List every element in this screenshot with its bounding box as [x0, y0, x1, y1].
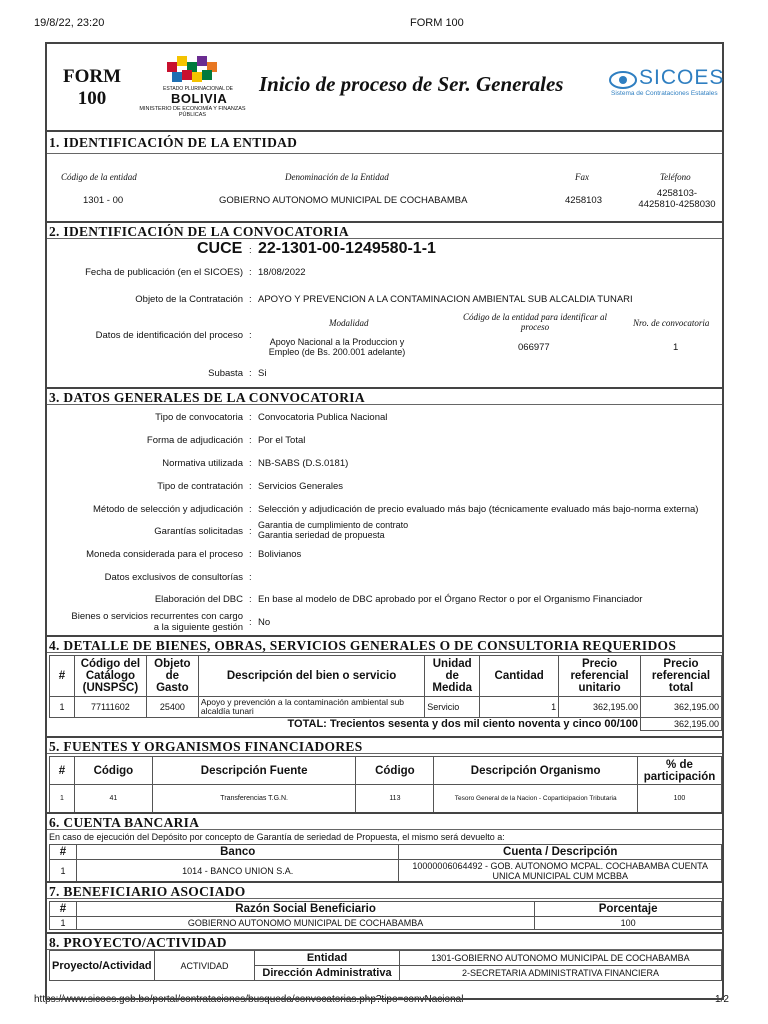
form-label — [57, 66, 127, 110]
section-2-title: 2. IDENTIFICACIÓN DE LA CONVOCATORIA — [47, 221, 722, 239]
table-cell: 77111602 — [74, 697, 146, 718]
table-cell: 362,195.00 — [559, 697, 641, 718]
s3-value — [258, 520, 408, 540]
table-cell: 100 — [637, 785, 721, 813]
page-number: 1/2 — [715, 994, 729, 1005]
modalidad-line1: Apoyo Nacional a la Produccion y — [269, 337, 405, 347]
table-row — [50, 917, 722, 930]
entity-fax: 4258103 — [565, 195, 602, 206]
table-cell: Tesoro General de la Nacion - Coparticipacion Tributaria — [434, 785, 638, 813]
table-cell: Apoyo y prevención a la contaminación ambiental sub alcaldía tunari — [198, 697, 424, 718]
table-cell: 1 — [50, 785, 75, 813]
pub-date-value: 18/08/2022 — [258, 267, 306, 278]
recurrent-label-1: Bienes o servicios recurrentes con cargo — [71, 611, 243, 622]
recurrent-label-2: a la siguiente gestión — [153, 622, 243, 633]
table-cell: 41 — [74, 785, 152, 813]
convocatoria-number-value: 1 — [673, 342, 679, 353]
s3-label: Elaboración del DBC — [154, 594, 243, 605]
bolivia-emblem-icon — [163, 52, 223, 86]
s3-value: Selección y adjudicación de precio evaluado más bajo (técnicamente evaluado más bajo-norma externa) — [258, 504, 699, 515]
s3-value: En base al modelo de DBC aprobado por el Órgano Rector o por el Organismo Financiador — [258, 594, 643, 605]
table-cell: 1 — [50, 697, 75, 718]
print-datetime: 19/8/22, 23:20 — [34, 17, 105, 29]
items-total-value: 362,195.00 — [641, 718, 722, 731]
form-label-line2: 100 — [77, 88, 107, 109]
table-cell: GOBIERNO AUTONOMO MUNICIPAL DE COCHABAMBA — [76, 917, 534, 930]
form-label-line1: FORM — [62, 66, 122, 87]
sources-col-org-code: Código — [356, 757, 434, 785]
s3-label — [47, 611, 243, 633]
subasta-value: Si — [258, 368, 267, 379]
entity-name: GOBIERNO AUTONOMO MUNICIPAL DE COCHABAMBA — [219, 195, 468, 206]
beneficiary-col-percentage: Porcentaje — [535, 902, 722, 917]
s3-value: No — [258, 617, 271, 628]
sicoes-logo — [609, 66, 725, 102]
convocatoria-number-header: Nro. de convocatoria — [633, 318, 710, 328]
table-cell: 1014 - BANCO UNION S.A. — [76, 860, 398, 883]
page-title: Inicio de proceso de Ser. Generales — [259, 72, 564, 96]
items-col-unspsc: Código del Catálogo (UNSPSC) — [74, 656, 146, 697]
items-col-unit-price: Precio referencial unitario — [559, 656, 641, 697]
items-col-description: Descripción del bien o servicio — [198, 656, 424, 697]
bank-col-account: Cuenta / Descripción — [399, 845, 722, 860]
bank-col-bank: Banco — [76, 845, 398, 860]
s3-value: Bolivianos — [258, 549, 302, 560]
table-cell: 1 — [50, 917, 77, 930]
process-data-label: Datos de identificación del proceso — [95, 330, 243, 341]
s3-label: Datos exclusivos de consultorías — [104, 572, 243, 583]
entity-phone-line2: 4425810-4258030 — [638, 199, 716, 210]
s3-value: Servicios Generales — [258, 481, 344, 492]
process-code-header: Código de la entidad para identificar al proceso — [463, 312, 607, 332]
object-label: Objeto de la Contratación — [135, 294, 243, 305]
items-col-total-price: Precio referencial total — [641, 656, 722, 697]
entity-phone-line1: 4258103- — [656, 188, 698, 199]
process-code-value: 066977 — [518, 342, 550, 353]
sicoes-eye-icon — [609, 69, 637, 91]
items-col-unit: Unidad de Medida — [425, 656, 480, 697]
modalidad-header: Modalidad — [329, 318, 369, 328]
page-url-link[interactable]: https://www.sicoes.gob.bo/portal/contrataciones/busqueda/convocatorias.php?tipo=convNacional — [34, 994, 464, 1005]
section-3-title: 3. DATOS GENERALES DE LA CONVOCATORIA — [47, 387, 722, 405]
direction-label: Dirección Administrativa — [255, 966, 400, 981]
table-cell: 100 — [535, 917, 722, 930]
items-col-number: # — [50, 656, 75, 697]
sicoes-name: SICOES — [639, 66, 725, 89]
sicoes-subtitle: Sistema de Contrataciones Estatales — [611, 90, 718, 97]
entity-label: Entidad — [255, 951, 400, 966]
table-row — [50, 860, 722, 883]
section-7-title: 7. BENEFICIARIO ASOCIADO — [47, 881, 722, 899]
section-5-title: 5. FUENTES Y ORGANISMOS FINANCIADORES — [47, 736, 722, 754]
items-col-object: Objeto de Gasto — [146, 656, 198, 697]
guarantee-2: Garantia seriedad de propuesta — [258, 530, 385, 540]
entity-name-header: Denominación de la Entidad — [285, 172, 389, 182]
beneficiary-table — [49, 901, 722, 930]
items-total-label: TOTAL: Trecientos sesenta y dos mil ciento noventa y cinco 00/100 — [287, 718, 639, 731]
section-6-title: 6. CUENTA BANCARIA — [47, 812, 722, 830]
sources-col-org-description: Descripción Organismo — [434, 757, 638, 785]
sources-col-percentage: % de participación — [637, 757, 721, 785]
sources-col-description: Descripción Fuente — [152, 757, 356, 785]
guarantee-1: Garantia de cumplimiento de contrato — [258, 520, 409, 530]
sources-table — [49, 756, 722, 813]
print-tab-title: FORM 100 — [410, 17, 464, 29]
items-table — [49, 655, 722, 731]
sources-col-code: Código — [74, 757, 152, 785]
cuce-value: 22-1301-00-1249580-1-1 — [258, 240, 436, 257]
items-col-qty: Cantidad — [480, 656, 559, 697]
s3-value: NB-SABS (D.S.0181) — [258, 458, 349, 469]
bolivia-logo — [135, 50, 250, 120]
logo-state-text: ESTADO PLURINACIONAL DE — [163, 86, 234, 92]
table-cell: 10000006064492 - GOB. AUTONOMO MCPAL. COCHABAMBA CUENTA UNICA MUNICIPAL CUM MCBBA — [399, 860, 722, 883]
table-row — [50, 785, 722, 813]
beneficiary-col-number: # — [50, 902, 77, 917]
table-cell: Transferencias T.G.N. — [152, 785, 356, 813]
s3-label: Tipo de convocatoria — [155, 412, 243, 423]
pub-date-label: Fecha de publicación (en el SICOES) — [85, 267, 243, 278]
modalidad-line2: Empleo (de Bs. 200.001 adelante) — [268, 347, 406, 357]
bank-note: En caso de ejecución del Depósito por concepto de Garantía de seriedad de Propuesta, el mismo será devuelto a: — [49, 832, 505, 842]
s3-label: Forma de adjudicación — [146, 435, 243, 446]
section-4-title: 4. DETALLE DE BIENES, OBRAS, SERVICIOS GENERALES O DE CONSULTORIA REQUERIDOS — [47, 635, 722, 653]
table-cell: 113 — [356, 785, 434, 813]
logo-ministry-text: MINISTERIO DE ECONOMÍA Y FINANZAS PÚBLICAS — [139, 106, 246, 118]
entity-value: 1301-GOBIERNO AUTONOMO MUNICIPAL DE COCHABAMBA — [400, 951, 722, 966]
form-frame: FORM 100 ESTADO PLURINACIONAL DE BOLIVIA MINISTERIO DE ECONOMÍA Y FINANZAS PÚBLICAS Inicio de proceso de Ser. Generales SICOES Sistema de Contrataciones Estatales 1. IDENTIFICACIÓN DE LA ENTIDAD Código de la entidad Denominación de la Entidad Fax Teléfono 1301 - 00 GOBIERNO AUTONOMO MUNICIPAL DE COCHABAMBA 4258103 4258103- 4425810-4258030 2. IDENTIFICACIÓN DE LA CONVOCATORIA CUCE : 22-1301-00-1249580-1-1 Fecha de publicación (en el SICOES) : 18/08/2022 Objeto de la Contratación : APOYO Y PREVENCION A LA CONTAMINACION AMBIENTAL SUB ALCALDIA TUNARI Datos de identificación del proceso : Modalidad Código de la entidad para identificar al proceso Nro. de convocatoria Apoyo Nacional a la Produccion y Empleo (de Bs. 200.001 adelante) 066977 1 Subasta : Si 3. DATOS GENERALES DE LA CONVOCATORIA Tipo de convocatoria : Convocatoria Publica Nacional Forma de adjudicación : Por el Total Normativa utilizada : NB-SABS (D.S.0181) Tipo de contratación : Servicios Generales Método de selección y adjudicación : Selección y adjudicación de precio evaluado más bajo (técnicamente evaluado más bajo-norma externa) Garantías solicitadas : Garantia de cumplimiento de contrato Garantia seriedad de propuesta Moneda considerada para el proceso : Bolivianos Datos exclusivos de consultorías : Elaboración del DBC : En base al modelo de DBC aprobado por el Órgano Rector o por el Organismo Financiador Bienes o servicios recurrentes con cargo a la siguiente gestión : No 4. DETALLE DE BIENES, OBRAS, SERVICIOS GENERALES O DE CONSULTORIA REQUERIDOS # Código del Catálogo (UNSPSC) Objeto de Gasto Descripción del bien o servicio Unidad de Medida Cantidad Precio referencial unitario Precio referencial total 1 77111602 25400 Apoyo y prevención a la contaminación ambiental sub alcaldía tunari Servicio 1 362,195.00 362,195.00 TOTAL: Trecientos sesenta y dos mil ciento noventa y cinco 00/100 362,195.00 5. FUENTES Y ORGANISMOS FINANCIADORES # Código Descripción Fuente Código Descripción Organismo % de participación 1 41 Transferencias T.G.N. 113 Tesoro General de la Nacion - Coparticipacion Tributaria 100 6. CUENTA BANCARIA En caso de ejecución del Depósito por concepto de Garantía de seriedad de Propuesta, el mismo será devuelto a: # Banco Cuenta / Descripción 1 1014 - BANCO UNION S.A. 10000006064492 - GOB. AUTONOMO MCPAL. COCHABAMBA CUENTA UNICA MUNICIPAL CUM MCBBA 7. BENEFICIARIO ASOCIADO # Razón Social Beneficiario Porcentaje 1 GOBIERNO AUTONOMO MUNICIPAL DE COCHABAMBA 100 8. PROYECTO/ACTIVIDAD Proyecto/Actividad ACTIVIDAD Entidad 1301-GOBIERNO AUTONOMO MUNICIPAL DE COCHABAMBA Dirección Administrativa 2-SECRETARIA ADMINISTRATIVA FINANCIERA — [45, 42, 724, 1000]
table-cell: 362,195.00 — [641, 697, 722, 718]
section-1-title: 1. IDENTIFICACIÓN DE LA ENTIDAD — [47, 130, 722, 154]
direction-value: 2-SECRETARIA ADMINISTRATIVA FINANCIERA — [400, 966, 722, 981]
modalidad-value — [257, 337, 417, 357]
s3-label: Moneda considerada para el proceso — [86, 549, 243, 560]
entity-code-header: Código de la entidad — [61, 172, 137, 182]
logo-country-text: BOLIVIA — [171, 91, 228, 106]
bank-table — [49, 844, 722, 883]
s3-value: Por el Total — [258, 435, 306, 446]
project-label: Proyecto/Actividad — [50, 951, 155, 981]
s3-label: Método de selección y adjudicación — [93, 504, 243, 515]
s3-label: Normativa utilizada — [162, 458, 243, 469]
s3-value: Convocatoria Publica Nacional — [258, 412, 388, 423]
project-table — [49, 950, 722, 981]
object-value: APOYO Y PREVENCION A LA CONTAMINACION AMBIENTAL SUB ALCALDIA TUNARI — [258, 294, 633, 305]
entity-fax-header: Fax — [575, 172, 589, 182]
beneficiary-col-name: Razón Social Beneficiario — [76, 902, 534, 917]
table-row — [50, 697, 722, 718]
entity-code: 1301 - 00 — [83, 195, 124, 206]
subasta-label: Subasta — [208, 368, 243, 379]
table-cell: 1 — [50, 860, 77, 883]
table-cell: 25400 — [146, 697, 198, 718]
project-value: ACTIVIDAD — [155, 951, 255, 981]
s3-label: Tipo de contratación — [157, 481, 243, 492]
entity-phone-header: Teléfono — [660, 172, 691, 182]
entity-phone — [637, 188, 717, 210]
cuce-label: CUCE — [197, 240, 243, 257]
table-cell: 1 — [480, 697, 559, 718]
sources-col-number: # — [50, 757, 75, 785]
bank-col-number: # — [50, 845, 77, 860]
s3-label: Garantías solicitadas — [154, 526, 243, 537]
section-8-title: 8. PROYECTO/ACTIVIDAD — [47, 932, 722, 950]
table-cell: Servicio — [425, 697, 480, 718]
